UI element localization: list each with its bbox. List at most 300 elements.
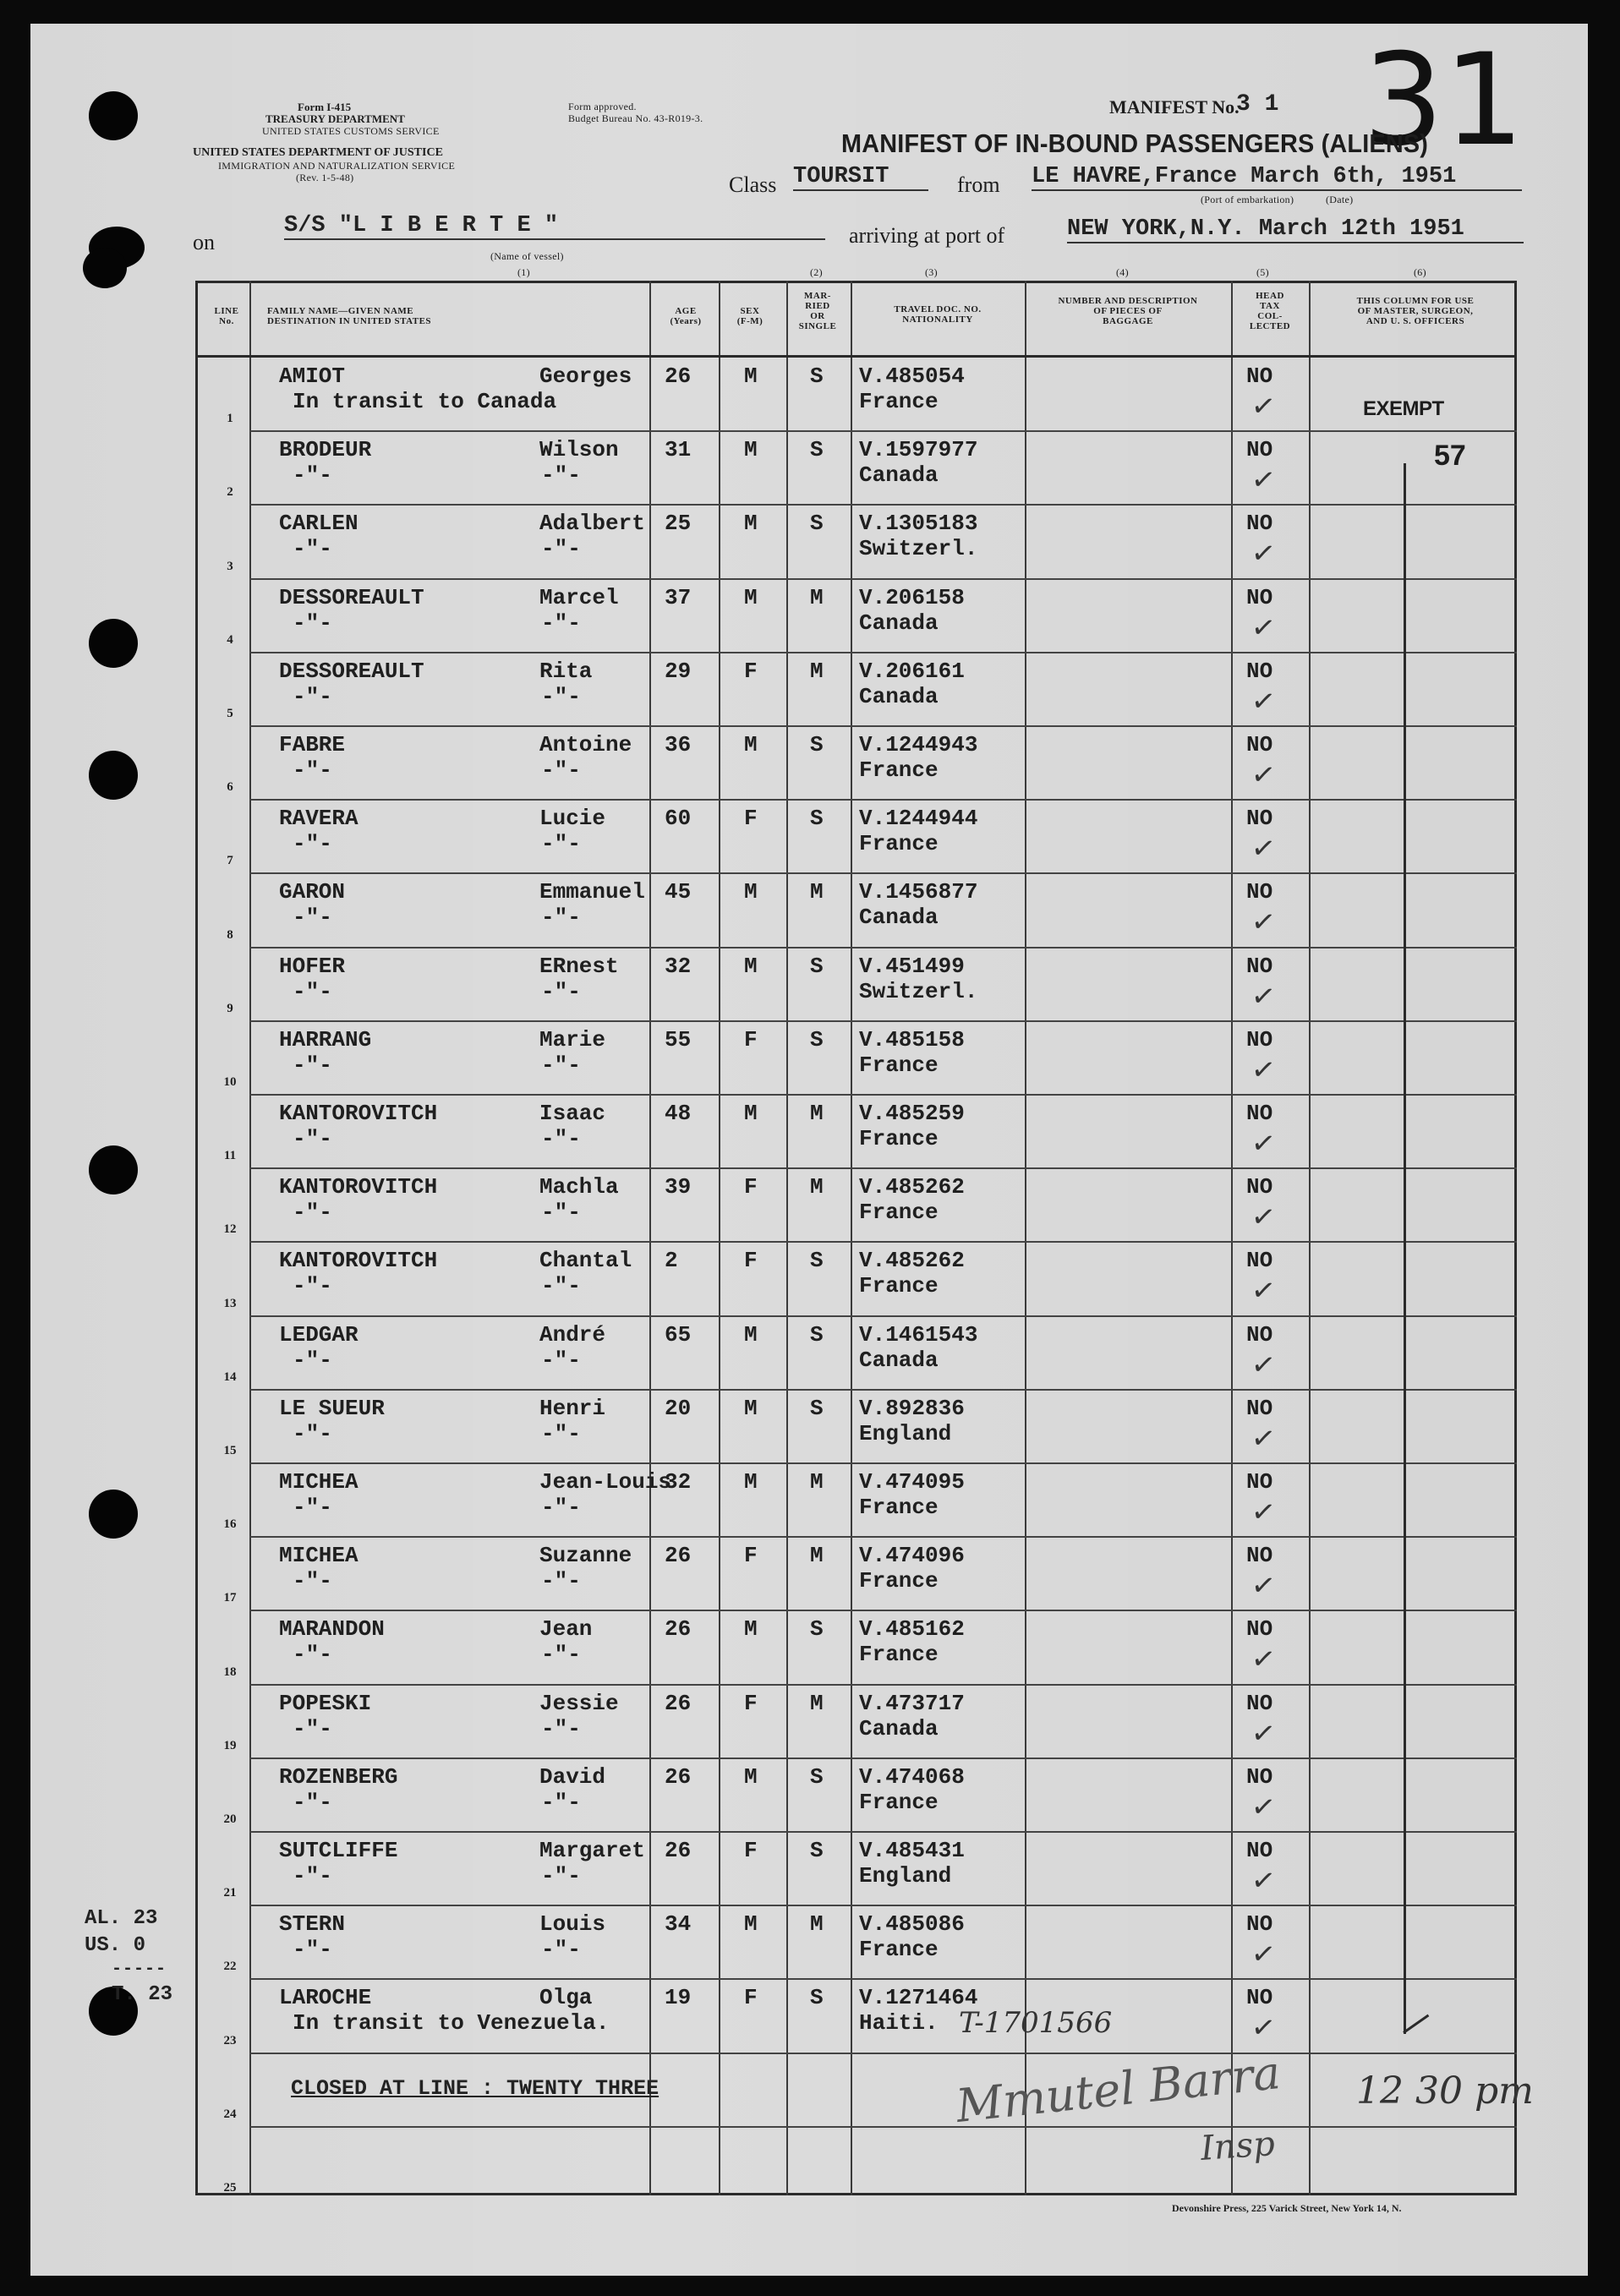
passenger-sex: F [744, 1027, 758, 1052]
passenger-sex: M [744, 585, 758, 610]
passenger-destination-given: -"- [541, 1052, 581, 1078]
head-tax-collected: NO [1246, 511, 1273, 536]
header-officers: THIS COLUMN FOR USE OF MASTER, SURGEON, AND U. S. OFFICERS [1356, 296, 1475, 326]
passenger-age: 26 [665, 1764, 692, 1790]
check-mark: ✓ [1249, 683, 1278, 720]
row-rule [249, 1020, 1517, 1022]
officer-bracket-line [1404, 463, 1406, 2034]
manifest-number: 3 1 [1236, 91, 1279, 118]
passenger-travel-doc: V.473717 [859, 1691, 965, 1716]
row-rule [249, 1536, 1517, 1538]
arriving-label: arriving at port of [849, 223, 1005, 248]
head-tax-collected: NO [1246, 1396, 1273, 1421]
passenger-destination-given: -"- [541, 905, 581, 930]
passenger-given-name: Marie [539, 1027, 606, 1052]
passenger-marital-status: S [810, 1248, 824, 1273]
passenger-given-name: Jean-Louis [539, 1469, 672, 1495]
row-rule [249, 430, 1517, 432]
passenger-given-name: Lucie [539, 806, 606, 831]
passenger-marital-status: S [810, 1764, 824, 1790]
passenger-marital-status: M [810, 1469, 824, 1495]
column-rule [1025, 281, 1026, 2195]
passenger-destination: -"- [293, 1790, 332, 1815]
passenger-nationality: France [859, 389, 939, 414]
manifest-title: MANIFEST OF IN-BOUND PASSENGERS (ALIENS) [841, 128, 1429, 158]
line-number: 21 [223, 1886, 237, 1900]
passenger-given-name: Rita [539, 659, 593, 684]
tally-total: T. 23 [112, 1983, 173, 2006]
passenger-marital-status: S [810, 732, 824, 757]
check-mark: ✓ [1249, 1936, 1278, 1973]
passenger-marital-status: S [810, 364, 824, 389]
passenger-age: 37 [665, 585, 692, 610]
passenger-family-name: KANTOROVITCH [279, 1248, 438, 1273]
header-travel-doc: TRAVEL DOC. NO. NATIONALITY [894, 304, 982, 325]
passenger-age: 31 [665, 437, 692, 462]
col-number: (4) [1116, 266, 1129, 278]
passenger-given-name: Antoine [539, 732, 632, 757]
line-number: 23 [223, 2034, 237, 2047]
passenger-sex: M [744, 732, 758, 757]
passenger-family-name: LEDGAR [279, 1322, 358, 1348]
head-tax-collected: NO [1246, 1101, 1273, 1126]
col-number: (3) [925, 266, 938, 278]
check-mark: ✓ [1249, 2009, 1278, 2047]
passenger-nationality: Canada [859, 684, 939, 709]
passenger-age: 32 [665, 1469, 692, 1495]
passenger-travel-doc: V.485162 [859, 1616, 965, 1642]
passenger-sex: M [744, 879, 758, 905]
row-rule [249, 799, 1517, 801]
passenger-marital-status: S [810, 1396, 824, 1421]
passenger-family-name: LAROCHE [279, 1985, 372, 2010]
line-number: 18 [223, 1665, 237, 1679]
check-mark: ✓ [1249, 1272, 1278, 1309]
passenger-destination: -"- [293, 1568, 332, 1594]
passenger-marital-status: S [810, 511, 824, 536]
row-rule [249, 2053, 1517, 2054]
passenger-age: 19 [665, 1985, 692, 2010]
passenger-given-name: Henri [539, 1396, 606, 1421]
inspector-signature: Mmutel Barra [953, 2046, 1283, 2133]
passenger-marital-status: S [810, 1985, 824, 2010]
passenger-given-name: André [539, 1322, 606, 1348]
passenger-family-name: FABRE [279, 732, 346, 757]
binder-hole [83, 248, 127, 288]
line-number: 9 [227, 1002, 233, 1015]
line-number: 25 [223, 2181, 237, 2195]
passenger-age: 48 [665, 1101, 692, 1126]
passenger-given-name: Emmanuel [539, 879, 645, 905]
passenger-destination: -"- [293, 1200, 332, 1225]
header-line-no: LINE No. [214, 306, 239, 326]
passenger-travel-doc: V.485054 [859, 364, 965, 389]
passenger-marital-status: M [810, 1691, 824, 1716]
col-number: (5) [1256, 266, 1269, 278]
passenger-destination: In transit to Venezuela. [293, 2010, 610, 2036]
line-number: 17 [223, 1591, 237, 1604]
passenger-destination-given: -"- [541, 1937, 581, 1962]
column-rule [851, 281, 852, 2195]
passenger-given-name: Machla [539, 1174, 619, 1200]
head-tax-collected: NO [1246, 437, 1273, 462]
head-tax-collected: NO [1246, 1248, 1273, 1273]
header-married: MAR- RIED OR SINGLE [798, 291, 837, 331]
check-mark: ✓ [1249, 1199, 1278, 1236]
column-rule [786, 281, 788, 2195]
inspector-initials: Insp [1199, 2124, 1277, 2169]
passenger-family-name: DESSOREAULT [279, 659, 424, 684]
passenger-nationality: Canada [859, 1348, 939, 1373]
passenger-sex: M [744, 1322, 758, 1348]
check-mark: ✓ [1249, 1789, 1278, 1826]
passenger-nationality: France [859, 1273, 939, 1298]
passenger-destination-given: -"- [541, 831, 581, 856]
binder-hole [89, 91, 138, 140]
passenger-age: 32 [665, 954, 692, 979]
customs-service: UNITED STATES CUSTOMS SERVICE [262, 125, 440, 137]
passenger-given-name: ERnest [539, 954, 619, 979]
date-caption: (Date) [1326, 194, 1354, 205]
passenger-destination-given: -"- [541, 462, 581, 488]
passenger-family-name: SUTCLIFFE [279, 1838, 398, 1863]
passenger-age: 2 [665, 1248, 678, 1273]
row-rule [249, 2126, 1517, 2128]
passenger-age: 26 [665, 364, 692, 389]
column-rule [649, 281, 651, 2195]
passenger-destination: -"- [293, 462, 332, 488]
passenger-family-name: MICHEA [279, 1469, 358, 1495]
passenger-given-name: Olga [539, 1985, 593, 2010]
line-number: 16 [223, 1517, 237, 1531]
passenger-family-name: CARLEN [279, 511, 358, 536]
head-tax-collected: NO [1246, 732, 1273, 757]
row-rule [249, 1389, 1517, 1391]
head-tax-collected: NO [1246, 1764, 1273, 1790]
passenger-nationality: Canada [859, 610, 939, 636]
check-mark: ✓ [1249, 462, 1278, 499]
head-tax-collected: NO [1246, 954, 1273, 979]
vessel-caption: (Name of vessel) [490, 250, 564, 262]
passenger-destination: -"- [293, 1273, 332, 1298]
passenger-marital-status: S [810, 806, 824, 831]
check-mark: ✓ [1249, 1715, 1278, 1752]
form-number: Form I-415 [298, 101, 352, 113]
passenger-sex: F [744, 1248, 758, 1273]
check-mark: ✓ [1249, 1494, 1278, 1531]
passenger-sex: M [744, 954, 758, 979]
passenger-family-name: KANTOROVITCH [279, 1174, 438, 1200]
line-number: 8 [227, 928, 233, 942]
passenger-given-name: Isaac [539, 1101, 606, 1126]
header-sex: SEX (F-M) [736, 306, 763, 326]
passenger-travel-doc: V.485262 [859, 1248, 965, 1273]
head-tax-collected: NO [1246, 1543, 1273, 1568]
from-label: from [957, 172, 1000, 197]
head-tax-collected: NO [1246, 1691, 1273, 1716]
row-rule [249, 1315, 1517, 1317]
check-mark: ✓ [1249, 388, 1278, 425]
col-number: (1) [517, 266, 530, 278]
head-tax-collected: NO [1246, 1985, 1273, 2010]
passenger-marital-status: M [810, 1174, 824, 1200]
passenger-destination: -"- [293, 684, 332, 709]
header-rule [195, 355, 1517, 358]
head-tax-collected: NO [1246, 659, 1273, 684]
passenger-family-name: POPESKI [279, 1691, 372, 1716]
passenger-destination-given: -"- [541, 757, 581, 783]
row-rule [249, 1462, 1517, 1464]
line-number: 22 [223, 1960, 237, 1973]
col-number: (2) [810, 266, 823, 278]
passenger-nationality: France [859, 1200, 939, 1225]
passenger-age: 26 [665, 1838, 692, 1863]
passenger-family-name: HARRANG [279, 1027, 372, 1052]
row-rule [249, 504, 1517, 506]
dept-justice: UNITED STATES DEPARTMENT OF JUSTICE [193, 146, 443, 159]
line-number: 20 [223, 1812, 237, 1826]
manifest-label: MANIFEST No. [1109, 96, 1240, 118]
passenger-nationality: France [859, 1790, 939, 1815]
row-rule [249, 1167, 1517, 1169]
passenger-family-name: DESSOREAULT [279, 585, 424, 610]
passenger-family-name: HOFER [279, 954, 346, 979]
line-number: 3 [227, 560, 233, 573]
passenger-destination: In transit to Canada [293, 389, 557, 414]
passenger-age: 34 [665, 1911, 692, 1937]
passenger-travel-doc: V.485086 [859, 1911, 965, 1937]
binder-hole [89, 1490, 138, 1539]
check-mark: ✓ [1249, 757, 1278, 794]
column-rule [249, 281, 251, 2195]
head-tax-collected: NO [1246, 364, 1273, 389]
exempt-count: 57 [1434, 440, 1466, 472]
binder-hole [89, 751, 138, 800]
manifest-table [195, 281, 1517, 2195]
passenger-nationality: France [859, 1052, 939, 1078]
passenger-sex: F [744, 806, 758, 831]
passenger-family-name: AMIOT [279, 364, 346, 389]
row-rule [249, 725, 1517, 727]
passenger-marital-status: M [810, 1101, 824, 1126]
passenger-age: 25 [665, 511, 692, 536]
head-tax-collected: NO [1246, 806, 1273, 831]
col-number: (6) [1414, 266, 1426, 278]
passenger-sex: M [744, 1101, 758, 1126]
check-mark: ✓ [1249, 1567, 1278, 1604]
budget-bureau: Budget Bureau No. 43-R019-3. [568, 112, 703, 124]
header-name: FAMILY NAME—GIVEN NAME DESTINATION IN UNITED STATES [267, 306, 432, 326]
passenger-given-name: Margaret [539, 1838, 645, 1863]
passenger-given-name: Louis [539, 1911, 606, 1937]
passenger-destination-given: -"- [541, 1273, 581, 1298]
line-number: 10 [223, 1075, 237, 1089]
passenger-given-name: Chantal [539, 1248, 632, 1273]
line-number: 7 [227, 854, 233, 867]
passenger-destination: -"- [293, 1716, 332, 1741]
check-mark: ✓ [1249, 904, 1278, 941]
line-number: 5 [227, 707, 233, 720]
tally-al: AL. 23 [85, 1907, 158, 1930]
check-mark: ✓ [1249, 1641, 1278, 1678]
passenger-given-name: Adalbert [539, 511, 645, 536]
passenger-destination: -"- [293, 1642, 332, 1667]
passenger-travel-doc: V.474096 [859, 1543, 965, 1568]
head-tax-collected: NO [1246, 1838, 1273, 1863]
passenger-sex: M [744, 1764, 758, 1790]
check-mark: ✓ [1249, 535, 1278, 572]
tally-us: US. 0 [85, 1934, 146, 1957]
passenger-destination: -"- [293, 1052, 332, 1078]
line-number: 1 [227, 412, 233, 425]
passenger-travel-doc: V.1244944 [859, 806, 978, 831]
passenger-given-name: Wilson [539, 437, 619, 462]
passenger-travel-doc: V.485259 [859, 1101, 965, 1126]
passenger-nationality: France [859, 1937, 939, 1962]
head-tax-collected: NO [1246, 1027, 1273, 1052]
passenger-travel-doc: V.206161 [859, 659, 965, 684]
passenger-marital-status: M [810, 585, 824, 610]
passenger-family-name: MARANDON [279, 1616, 385, 1642]
check-mark: ✓ [1249, 1420, 1278, 1457]
passenger-travel-doc: V.451499 [859, 954, 965, 979]
header-head-tax: HEAD TAX COL- LECTED [1249, 291, 1291, 331]
passenger-age: 26 [665, 1543, 692, 1568]
passenger-destination: -"- [293, 1421, 332, 1446]
row-rule [249, 1978, 1517, 1980]
passenger-sex: F [744, 1543, 758, 1568]
line-number: 14 [223, 1370, 237, 1384]
passenger-travel-doc: V.1461543 [859, 1322, 978, 1348]
passenger-family-name: RAVERA [279, 806, 358, 831]
passenger-given-name: Georges [539, 364, 632, 389]
passenger-marital-status: S [810, 1616, 824, 1642]
passenger-sex: M [744, 437, 758, 462]
passenger-sex: F [744, 1174, 758, 1200]
check-mark: ✓ [1249, 830, 1278, 867]
passenger-age: 60 [665, 806, 692, 831]
passenger-destination: -"- [293, 1863, 332, 1889]
head-tax-collected: NO [1246, 1322, 1273, 1348]
passenger-nationality: France [859, 1642, 939, 1667]
passenger-nationality: Haiti. [859, 2010, 939, 2036]
passenger-age: 26 [665, 1616, 692, 1642]
passenger-given-name: Suzanne [539, 1543, 632, 1568]
column-rule [1309, 281, 1311, 2195]
passenger-destination: -"- [293, 1495, 332, 1520]
ins-service: IMMIGRATION AND NATURALIZATION SERVICE [218, 160, 456, 172]
row-rule [249, 652, 1517, 653]
passenger-nationality: Canada [859, 1716, 939, 1741]
exempt-stamp: EXEMPT [1363, 397, 1444, 420]
row-rule [249, 1241, 1517, 1243]
passenger-given-name: Marcel [539, 585, 619, 610]
binder-hole [89, 619, 138, 668]
passenger-nationality: Switzerl. [859, 979, 978, 1004]
passenger-sex: M [744, 511, 758, 536]
check-mark: ✓ [1249, 1125, 1278, 1162]
passenger-age: 39 [665, 1174, 692, 1200]
passenger-nationality: Switzerl. [859, 536, 978, 561]
passenger-destination-given: -"- [541, 536, 581, 561]
passenger-travel-doc: V.1456877 [859, 879, 978, 905]
passenger-nationality: Canada [859, 462, 939, 488]
row-rule [249, 578, 1517, 580]
passenger-destination-given: -"- [541, 1126, 581, 1151]
form-revision: (Rev. 1-5-48) [296, 172, 354, 183]
passenger-family-name: GARON [279, 879, 346, 905]
passenger-sex: F [744, 1838, 758, 1863]
passenger-marital-status: M [810, 1543, 824, 1568]
passenger-destination-given: -"- [541, 1421, 581, 1446]
passenger-marital-status: S [810, 954, 824, 979]
printer-footer: Devonshire Press, 225 Varick Street, New York 14, N. [1172, 2202, 1402, 2214]
line-number: 12 [223, 1222, 237, 1236]
passenger-marital-status: S [810, 1027, 824, 1052]
passenger-destination-given: -"- [541, 1716, 581, 1741]
signature-time: 12 30 pm [1356, 2069, 1534, 2113]
travel-doc-note: T-1701566 [959, 2006, 1113, 2040]
head-tax-collected: NO [1246, 1469, 1273, 1495]
passenger-destination-given: -"- [541, 684, 581, 709]
passenger-age: 29 [665, 659, 692, 684]
passenger-marital-status: M [810, 659, 824, 684]
passenger-given-name: Jessie [539, 1691, 619, 1716]
row-rule [249, 947, 1517, 948]
passenger-family-name: ROZENBERG [279, 1764, 398, 1790]
passenger-destination: -"- [293, 1348, 332, 1373]
line-number: 6 [227, 780, 233, 794]
row-rule [249, 1831, 1517, 1833]
header-age: AGE (Years) [670, 306, 702, 326]
passenger-sex: F [744, 1985, 758, 2010]
from-value: LE HAVRE,France March 6th, 1951 [1032, 164, 1522, 191]
binder-hole [89, 1145, 138, 1194]
passenger-family-name: STERN [279, 1911, 346, 1937]
row-rule [249, 1905, 1517, 1906]
passenger-destination: -"- [293, 757, 332, 783]
passenger-destination-given: -"- [541, 1495, 581, 1520]
passenger-nationality: England [859, 1421, 952, 1446]
passenger-destination: -"- [293, 536, 332, 561]
passenger-nationality: France [859, 1126, 939, 1151]
passenger-travel-doc: V.474095 [859, 1469, 965, 1495]
line-number: 19 [223, 1739, 237, 1752]
port-caption: (Port of embarkation) [1201, 194, 1294, 205]
passenger-age: 36 [665, 732, 692, 757]
passenger-marital-status: M [810, 879, 824, 905]
passenger-destination: -"- [293, 1937, 332, 1962]
treasury-dept: TREASURY DEPARTMENT [265, 112, 405, 125]
passenger-nationality: England [859, 1863, 952, 1889]
passenger-destination-given: -"- [541, 1642, 581, 1667]
line-number: 11 [223, 1149, 237, 1162]
form-approved: Form approved. [568, 101, 637, 112]
passenger-age: 45 [665, 879, 692, 905]
passenger-travel-doc: V.1305183 [859, 511, 978, 536]
passenger-destination-given: -"- [541, 1568, 581, 1594]
passenger-sex: M [744, 1469, 758, 1495]
row-rule [249, 872, 1517, 874]
passenger-travel-doc: V.485262 [859, 1174, 965, 1200]
passenger-sex: F [744, 1691, 758, 1716]
head-tax-collected: NO [1246, 879, 1273, 905]
passenger-destination: -"- [293, 610, 332, 636]
tally-separator: ----- [112, 1960, 167, 1979]
head-tax-collected: NO [1246, 1616, 1273, 1642]
closed-note: CLOSED AT LINE : TWENTY THREE [291, 2076, 659, 2101]
passenger-given-name: David [539, 1764, 606, 1790]
